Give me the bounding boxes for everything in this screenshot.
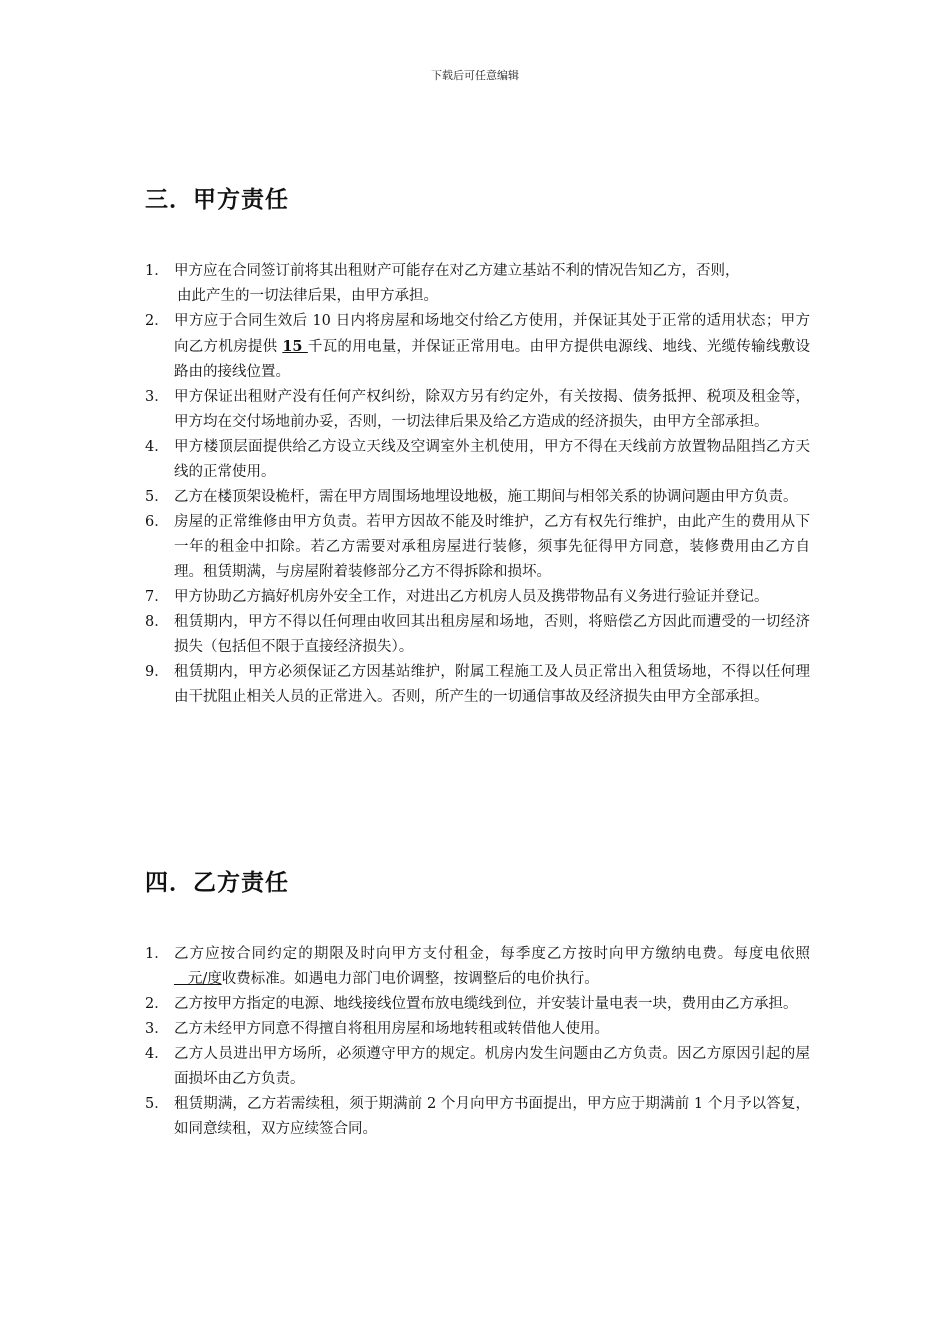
item-text: 租赁期满，乙方若需续租，须于期满前 2 个月向甲方书面提出，甲方应于期满前 1 个月予以答复，如同意续租，双方应续签合同。 bbox=[174, 1096, 810, 1137]
item-text: 甲方应在合同签订前将其出租财产可能存在对乙方建立基站不利的情况告知乙方，否则， bbox=[174, 263, 740, 279]
item-number: 7． bbox=[145, 589, 169, 605]
party-b-responsibilities-list bbox=[145, 942, 810, 1142]
section-title-party-b: 四．乙方责任 bbox=[145, 870, 289, 896]
item-text: 千瓦的用电量，并保证正常用电。由甲方提供电源线、地线、光缆传输线敷设路由的接线位置。 bbox=[174, 339, 811, 380]
item-text: 收费标准。如遇电力部门电价调整，按调整后的电价执行。 bbox=[221, 971, 599, 987]
list-item bbox=[145, 585, 810, 610]
item-number: 6． bbox=[145, 514, 169, 530]
item-number: 4． bbox=[145, 1046, 169, 1062]
list-item bbox=[145, 309, 810, 385]
item-text: 乙方人员进出甲方场所，必须遵守甲方的规定。机房内发生问题由乙方负责。因乙方原因引起的屋面损坏由乙方负责。 bbox=[174, 1046, 810, 1087]
power-value: 15 bbox=[282, 338, 308, 355]
header-note: 下载后可任意编辑 bbox=[431, 69, 519, 82]
item-number: 1． bbox=[145, 263, 169, 279]
list-item bbox=[145, 259, 810, 284]
item-text: 租赁期内，甲方必须保证乙方因基站维护，附属工程施工及人员正常出入租赁场地，不得以任何理由干扰阻止相关人员的正常进入。否则，所产生的一切通信事故及经济损失由甲方全部承担。 bbox=[174, 664, 810, 705]
list-item bbox=[145, 992, 810, 1017]
item-text: 乙方应按合同约定的期限及时向甲方支付租金，每季度乙方按时向甲方缴纳电费。每度电依照 bbox=[174, 946, 810, 962]
item-number: 5． bbox=[145, 489, 169, 505]
item-text: 甲方协助乙方搞好机房外安全工作，对进出乙方机房人员及携带物品有义务进行验证并登记。 bbox=[174, 589, 769, 605]
item-number: 9． bbox=[145, 664, 169, 680]
list-item bbox=[145, 1042, 810, 1092]
item-continuation: 由此产生的一切法律后果，由甲方承担。 bbox=[177, 288, 438, 304]
item-number: 8． bbox=[145, 614, 169, 630]
item-text: 甲方楼顶层面提供给乙方设立天线及空调室外主机使用，甲方不得在天线前方放置物品阻挡乙方天线的正常使用。 bbox=[174, 439, 810, 480]
item-number: 3． bbox=[145, 1021, 169, 1037]
list-item bbox=[145, 385, 810, 435]
list-item bbox=[145, 1017, 810, 1042]
item-number: 5． bbox=[145, 1096, 169, 1112]
item-number: 4． bbox=[145, 439, 169, 455]
party-a-responsibilities-list bbox=[145, 259, 810, 710]
list-item bbox=[145, 1092, 810, 1142]
list-item bbox=[145, 610, 810, 660]
list-item bbox=[145, 660, 810, 710]
item-text: 甲方应于合同生效后 10 日内将房屋和场地交付给乙方使用，并保证其处于正常的适用状态；甲方向乙方机房提供 bbox=[174, 313, 810, 355]
list-item bbox=[145, 435, 810, 485]
item-text: 甲方保证出租财产没有任何产权纠纷，除双方另有约定外，有关按揭、债务抵押、税项及租金等，甲方均在交付场地前办妥，否则，一切法律后果及给乙方造成的经济损失，由甲方全部承担。 bbox=[174, 389, 810, 430]
list-item bbox=[145, 485, 810, 510]
item-text: 租赁期内，甲方不得以任何理由收回其出租房屋和场地，否则，将赔偿乙方因此而遭受的一切经济损失（包括但不限于直接经济损失）。 bbox=[174, 614, 810, 655]
electricity-rate: 元/度 bbox=[174, 971, 222, 987]
section-title-party-a: 三．甲方责任 bbox=[145, 187, 289, 213]
item-number: 3． bbox=[145, 389, 169, 405]
item-number: 1． bbox=[145, 946, 169, 962]
item-number: 2． bbox=[145, 996, 169, 1012]
item-text: 乙方未经甲方同意不得擅自将租用房屋和场地转租或转借他人使用。 bbox=[174, 1021, 609, 1037]
item-text: 房屋的正常维修由甲方负责。若甲方因故不能及时维护，乙方有权先行维护，由此产生的费用从下一年的租金中扣除。若乙方需要对承租房屋进行装修，须事先征得甲方同意，装修费用由乙方自理。租赁期满，与房屋附着装修部分乙方不得拆除和损坏。 bbox=[174, 514, 810, 580]
item-text: 乙方按甲方指定的电源、地线接线位置布放电缆线到位，并安装计量电表一块，费用由乙方承担。 bbox=[174, 996, 798, 1012]
item-number: 2． bbox=[145, 313, 169, 329]
list-item bbox=[145, 942, 810, 992]
item-text: 乙方在楼顶架设桅杆，需在甲方周围场地埋设地极，施工期间与相邻关系的协调问题由甲方负责。 bbox=[174, 489, 798, 505]
list-item bbox=[145, 510, 810, 585]
